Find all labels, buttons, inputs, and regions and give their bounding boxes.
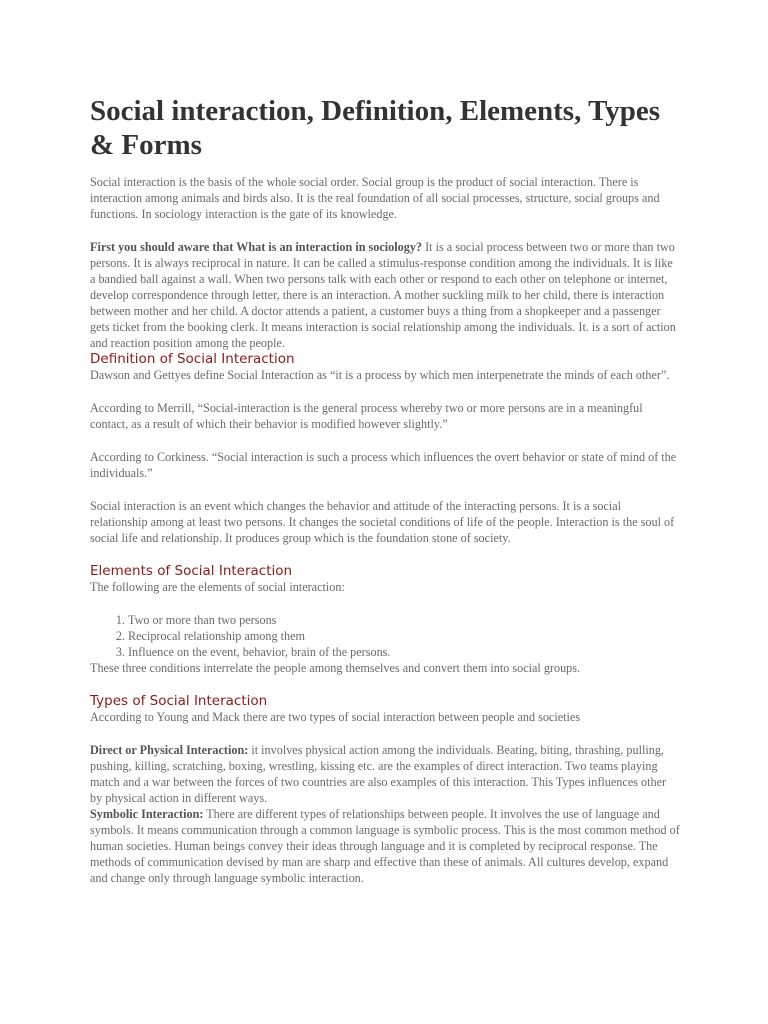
symbolic-text: There are different types of relationships between people. It involves the use of language and symbols. It means communication through a common language is symbolic process. This is the most common method of human societies. Human beings convey their ideas through language and it is completed by reciprocal response. The methods of communication devised by man are sharp and effective than these of animals. All cultures develop, expand and change only through language symbolic interaction. bbox=[90, 807, 680, 885]
intro-paragraph: Social interaction is the basis of the whole social order. Social group is the product of social interaction. There is interaction among animals and birds also. It is the real foundation of all social processes, structure, social groups and functions. In sociology interaction is the gate of its knowledge. bbox=[90, 175, 660, 221]
definition-heading: Definition of Social Interaction bbox=[90, 351, 295, 367]
direct-lead: Direct or Physical Interaction: bbox=[90, 743, 249, 757]
definition-corkiness-paragraph: According to Corkiness. “Social interaction is such a process which influences the overt behavior or state of mind of the individuals.” bbox=[90, 450, 677, 480]
symbolic-interaction-paragraph bbox=[90, 806, 680, 886]
definition-merrill-paragraph: According to Merrill, “Social-interaction is the general process whereby two or more persons are in a meaningful contact, as a result of which their behavior is modified however slightly.” bbox=[90, 401, 643, 431]
direct-interaction-paragraph bbox=[90, 742, 680, 806]
types-intro: According to Young and Mack there are two types of social interaction between people and societies bbox=[90, 710, 581, 724]
list-item: 3. Influence on the event, behavior, brain of the persons. bbox=[128, 644, 680, 660]
direct-text: it involves physical action among the individuals. Beating, biting, thrashing, pulling, pushing, killing, scratching, boxing, wrestling, kissing etc. are the examples of direct interaction. Two teams playing match and a war between the forces of two countries are also examples of this interaction. This Types influences other by physical action in different ways. bbox=[90, 743, 667, 805]
elements-outro: These three conditions interrelate the people among themselves and convert them into social groups. bbox=[90, 661, 581, 675]
list-item: 2. Reciprocal relationship among them bbox=[128, 628, 680, 644]
what-is-interaction-paragraph bbox=[90, 239, 680, 351]
elements-intro: The following are the elements of social interaction: bbox=[90, 580, 345, 594]
document-page bbox=[90, 94, 680, 886]
elements-list bbox=[90, 612, 680, 660]
elements-heading: Elements of Social Interaction bbox=[90, 563, 293, 579]
types-heading: Types of Social Interaction bbox=[90, 693, 268, 709]
what-is-text: It is a social process between two or more than two persons. It is always reciprocal in nature. It can be called a stimulus-response condition among the individuals. It is like a bandied ball against a wall. When two persons talk with each other or respond to each other on telephone or internet, develop correspondence through letter, there is an interaction. A mother suckling milk to her child, there is interaction between mother and her child. A doctor attends a patient, a customer buys a thing from a shopkeeper and a passenger gets ticket from the booking clerk. It means interaction is social relationship among the individuals. It. is a sort of action and reaction position among the people. bbox=[90, 240, 676, 350]
list-item: 1. Two or more than two persons bbox=[128, 612, 680, 628]
definition-summary-paragraph: Social interaction is an event which changes the behavior and attitude of the interacting persons. It is a social relationship among at least two persons. It changes the societal conditions of life of the people. Interaction is the soul of social life and relationship. It produces group which is the foundation stone of society. bbox=[90, 499, 675, 545]
page-title: Social interaction, Definition, Elements, Types & Forms bbox=[90, 95, 661, 161]
symbolic-lead: Symbolic Interaction: bbox=[90, 807, 204, 821]
what-is-lead: First you should aware that What is an interaction in sociology? bbox=[90, 240, 423, 254]
definition-dawson-paragraph: Dawson and Gettyes define Social Interaction as “it is a process by which men interpenetrate the minds of each other”. bbox=[90, 368, 670, 382]
